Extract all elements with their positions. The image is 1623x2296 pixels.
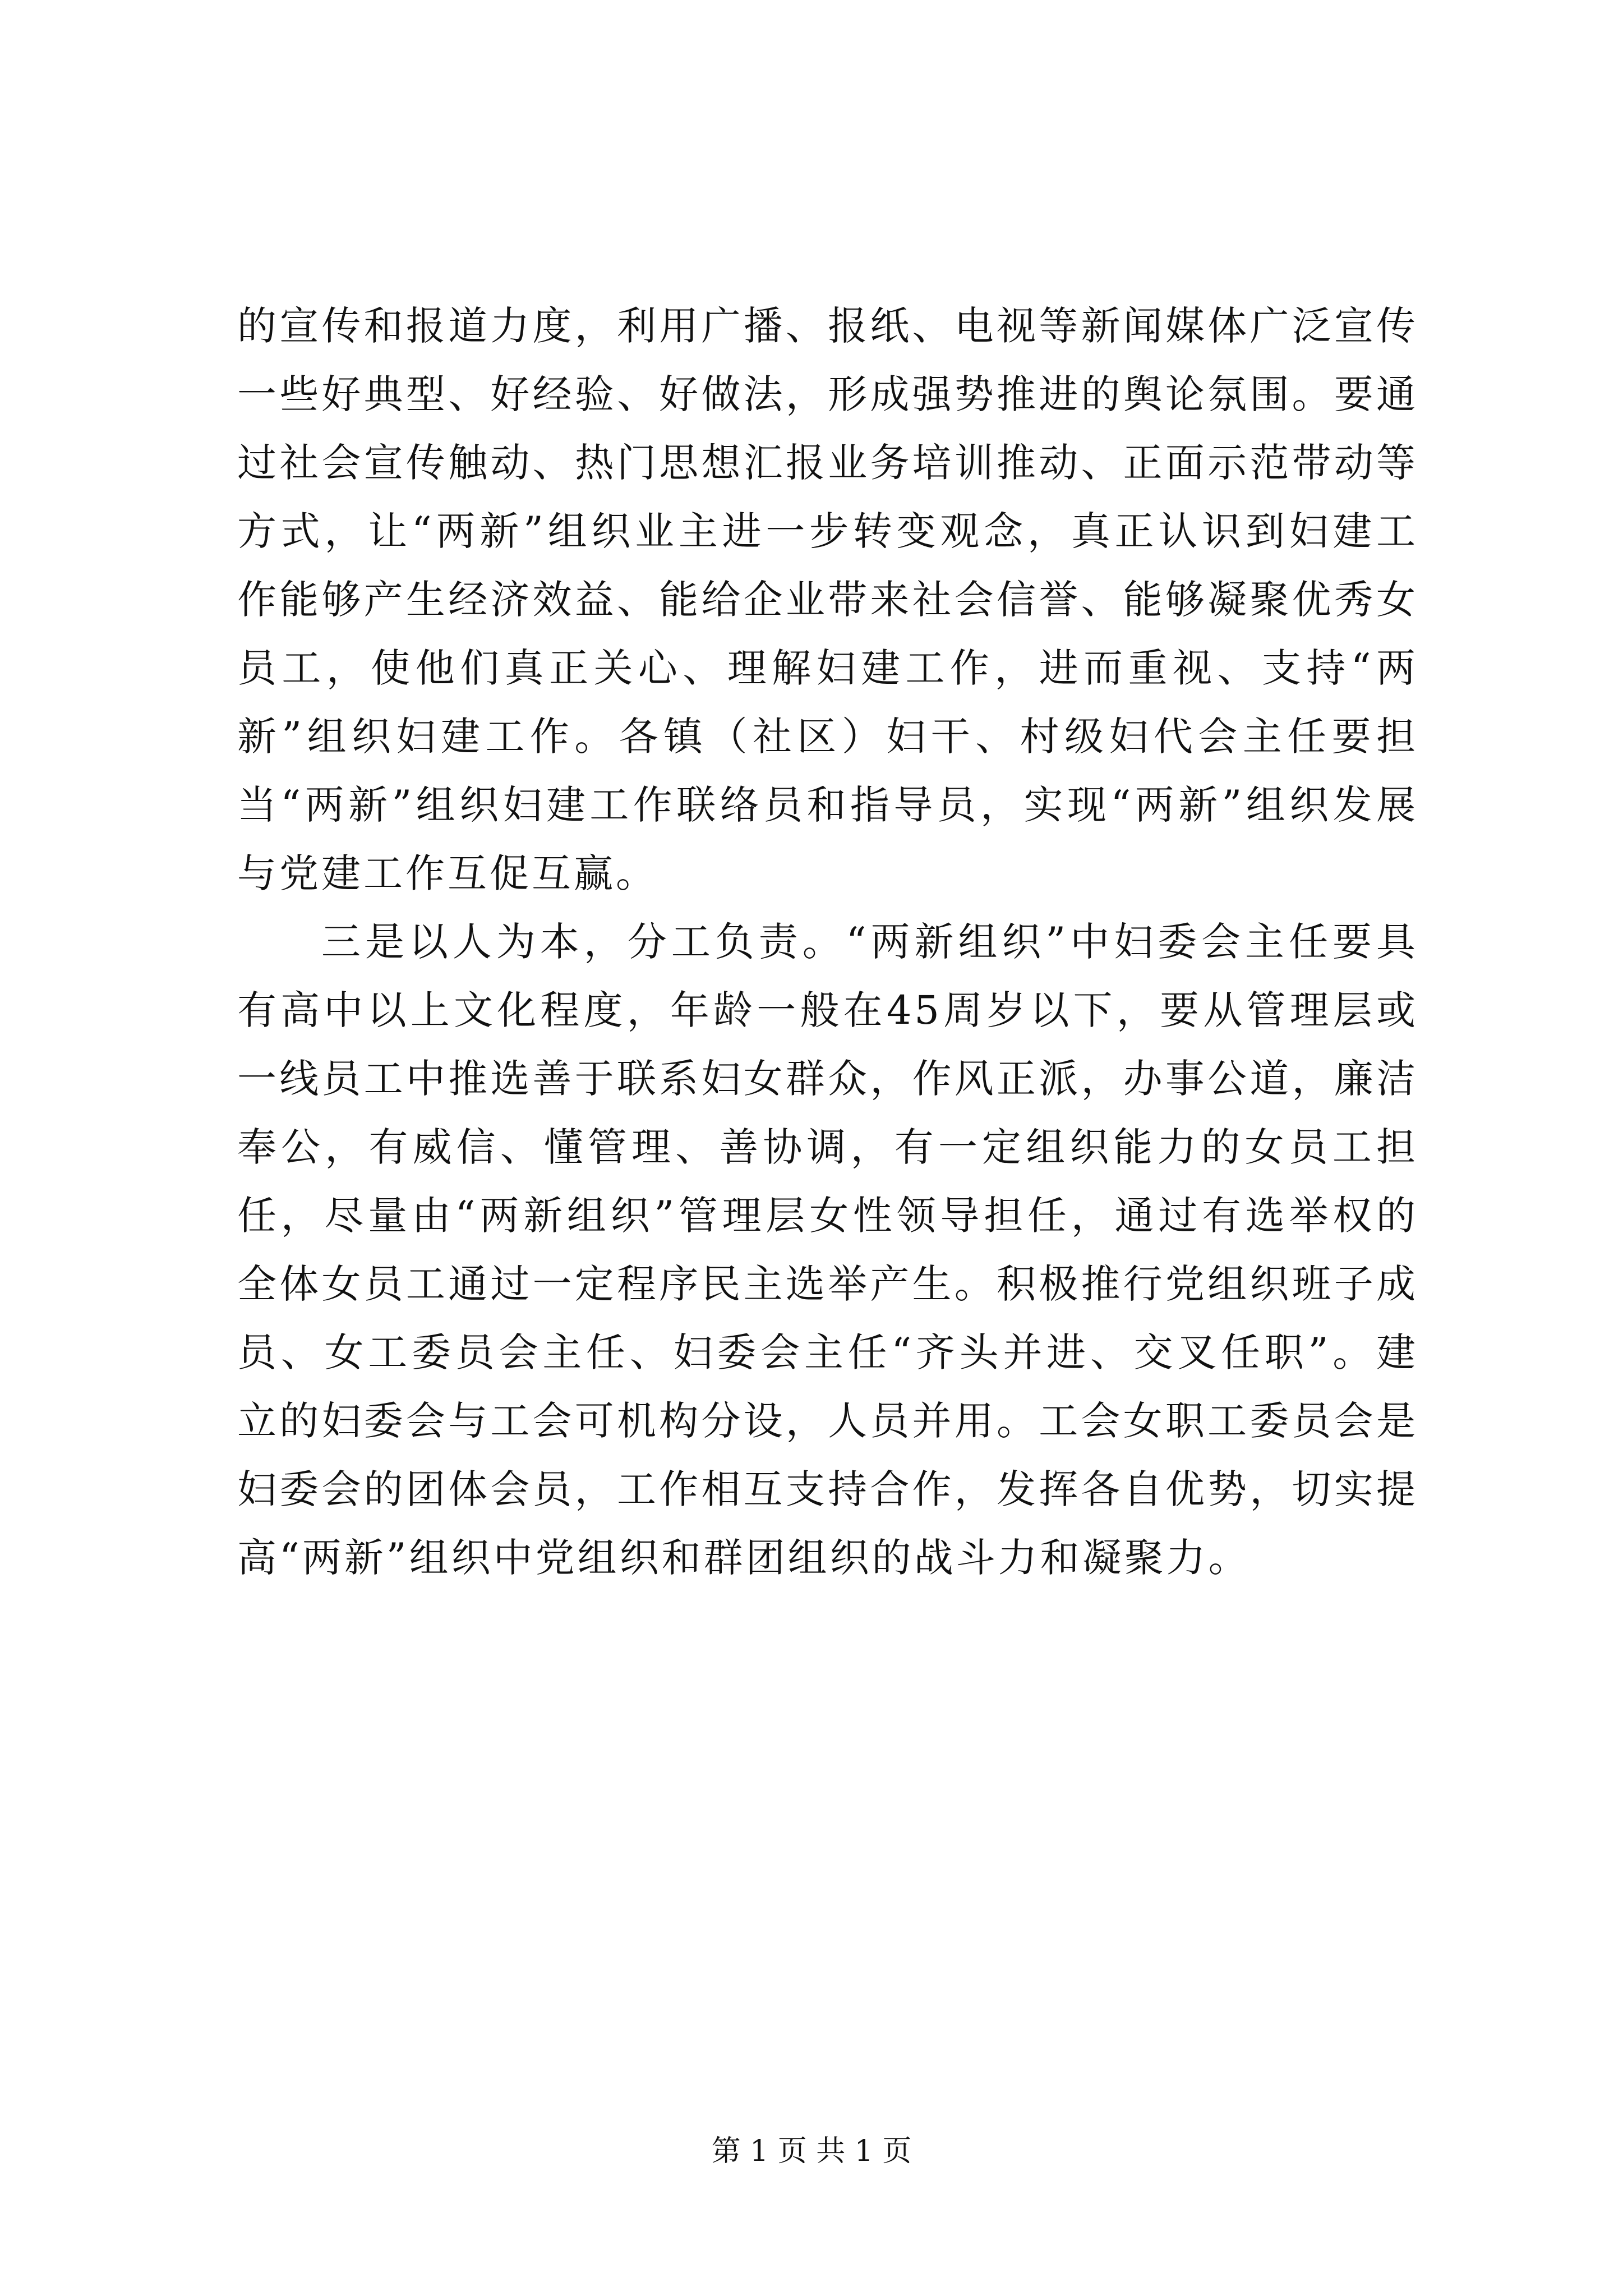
paragraph-section-three: 三是以人为本，分工负责。“两新组织”中妇委会主任要具有高中以上文化程度，年龄一般在45周岁以下，要从管理层或一线员工中推选善于联系妇女群众，作风正派，办事公道，廉洁奉公，有威信、懂管理、善协调，有一定组织能力的女员工担任，尽量由“两新组织”管理层女性领导担任，通过有选举权的全体女员工通过一定程序民主选举产生。积极推行党组织班子成员、女工委员会主任、妇委会主任“齐头并进、交叉任职”。建立的妇委会与工会可机构分设，人员并用。工会女职工委员会是妇委会的团体会员，工作相互支持合作，发挥各自优势，切实提高“两新”组织中党组织和群团组织的战斗力和凝聚力。 xyxy=(237,919,1418,1581)
document-body xyxy=(237,292,1418,1592)
paragraph-continuation: 的宣传和报道力度，利用广播、报纸、电视等新闻媒体广泛宣传一些好典型、好经验、好做法，形成强势推进的舆论氛围。要通过社会宣传触动、热门思想汇报业务培训推动、正面示范带动等方式，让“两新”组织业主进一步转变观念，真正认识到妇建工作能够产生经济效益、能给企业带来社会信誉、能够凝聚优秀女员工，使他们真正关心、理解妇建工作，进而重视、支持“两新”组织妇建工作。各镇（社区）妇干、村级妇代会主任要担当“两新”组织妇建工作联络员和指导员，实现“两新”组织发展与党建工作互促互赢。 xyxy=(237,303,1418,896)
page-footer: 第 1 页 共 1 页 xyxy=(711,2134,912,2168)
